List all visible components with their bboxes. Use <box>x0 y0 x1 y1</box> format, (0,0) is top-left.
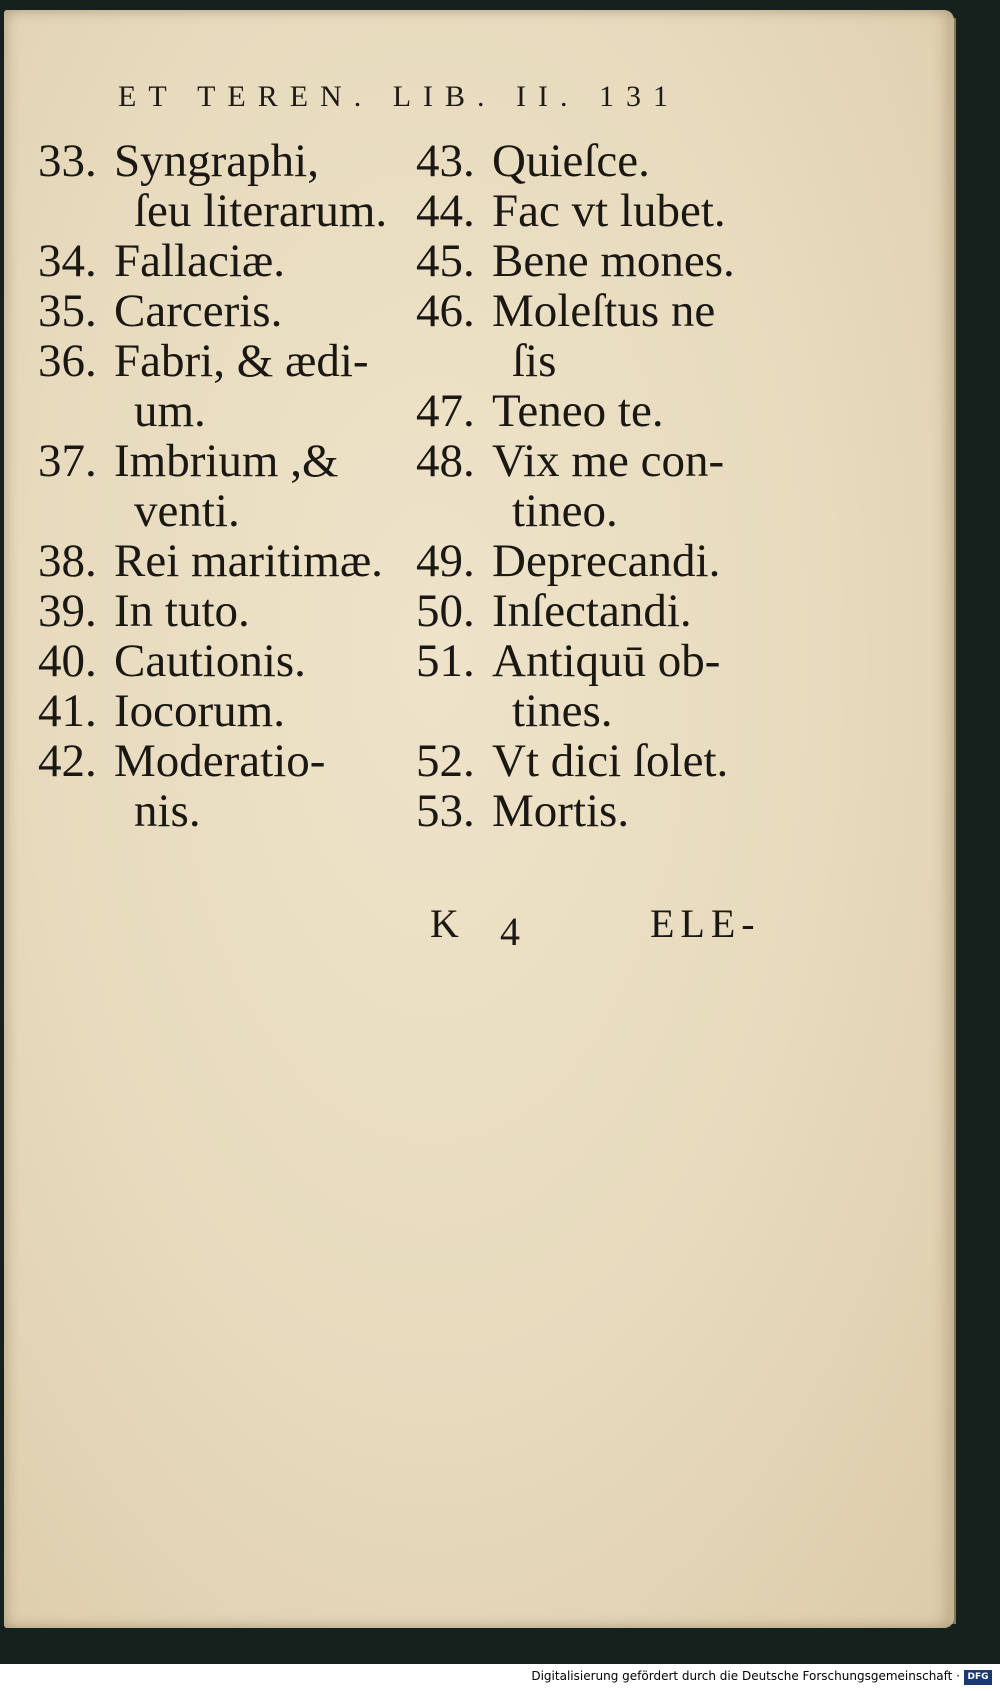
list-item <box>416 236 761 286</box>
page-edge <box>950 18 956 1624</box>
right-column <box>416 136 761 836</box>
entry-text: Antiquū ob- <box>492 635 721 687</box>
entry-number <box>38 386 114 436</box>
entry-number: 52. <box>416 735 475 787</box>
entry-text: ſis <box>512 335 557 387</box>
list-item <box>38 786 398 836</box>
entry-text: Vix me con- <box>492 435 725 487</box>
entry-text: Deprecandi. <box>492 535 721 587</box>
entry-text: Fabri, & ædi- <box>114 335 369 387</box>
list-item <box>38 686 398 736</box>
entry-text: Syngraphi, <box>114 135 319 187</box>
list-item <box>38 736 398 786</box>
list-item <box>38 586 398 636</box>
entry-text: um. <box>134 385 206 437</box>
entry-text: Bene mones. <box>492 235 735 287</box>
entry-number: 33. <box>38 135 97 187</box>
entry-text: nis. <box>134 785 201 837</box>
entry-number: 43. <box>416 135 475 187</box>
entry-number: 53. <box>416 785 475 837</box>
list-item <box>38 136 398 186</box>
list-item <box>416 186 761 236</box>
entry-text: Rei maritimæ. <box>114 535 383 587</box>
entry-number: 49. <box>416 535 475 587</box>
list-item <box>416 786 761 836</box>
entry-text: venti. <box>134 485 240 537</box>
list-item <box>38 536 398 586</box>
list-item <box>416 536 761 586</box>
entry-number <box>416 686 492 736</box>
list-item <box>416 286 761 336</box>
list-item <box>38 436 398 486</box>
list-item <box>38 636 398 686</box>
running-head: ET TEREN. LIB. II. 131 <box>118 80 681 113</box>
entry-number: 36. <box>38 335 97 387</box>
list-item <box>38 286 398 336</box>
entry-text: Teneo te. <box>492 385 664 437</box>
entry-number <box>38 786 114 836</box>
list-item <box>38 186 398 236</box>
entry-number <box>416 486 492 536</box>
entry-text: Imbrium ,& <box>114 435 339 487</box>
entry-text: Cautionis. <box>114 635 306 687</box>
entry-number: 41. <box>38 685 97 737</box>
entry-number <box>416 336 492 386</box>
list-item <box>416 386 761 436</box>
footer-credit: Digitalisierung gefördert durch die Deutsche Forschungsgemeinschaft · <box>531 1669 960 1683</box>
entry-text: Moleſtus ne <box>492 285 716 337</box>
list-item <box>38 336 398 386</box>
footer-bar <box>0 1666 1000 1691</box>
list-item <box>416 486 761 536</box>
dfg-logo: DFG <box>964 1670 992 1685</box>
entry-number: 42. <box>38 735 97 787</box>
entry-number: 47. <box>416 385 475 437</box>
entry-number: 39. <box>38 585 97 637</box>
entry-text: Vt dici ſolet. <box>492 735 729 787</box>
entry-text: Quieſce. <box>492 135 650 187</box>
entry-number <box>38 486 114 536</box>
entry-text: Carceris. <box>114 285 283 337</box>
entry-number: 44. <box>416 185 475 237</box>
entry-number: 37. <box>38 435 97 487</box>
list-item <box>38 486 398 536</box>
entry-text: tines. <box>512 685 613 737</box>
entry-number: 45. <box>416 235 475 287</box>
entry-text: ſeu literarum. <box>134 185 388 237</box>
entry-text: Fac vt lubet. <box>492 185 726 237</box>
entry-number: 40. <box>38 635 97 687</box>
entry-number: 38. <box>38 535 97 587</box>
signature-number: 4 <box>500 909 520 954</box>
entry-text: Fallaciæ. <box>114 235 285 287</box>
list-item <box>416 736 761 786</box>
entry-text: Inſectandi. <box>492 585 692 637</box>
entry-number: 46. <box>416 285 475 337</box>
entry-text: Moderatio- <box>114 735 326 787</box>
list-item <box>38 236 398 286</box>
entry-number: 34. <box>38 235 97 287</box>
list-item <box>416 586 761 636</box>
entry-number: 50. <box>416 585 475 637</box>
entry-number: 51. <box>416 635 475 687</box>
list-item <box>416 336 761 386</box>
entry-text: Mortis. <box>492 785 630 837</box>
entry-number: 35. <box>38 285 97 337</box>
entry-text: tineo. <box>512 485 618 537</box>
entry-number: 48. <box>416 435 475 487</box>
entry-text: Iocorum. <box>114 685 285 737</box>
signature-mark: K <box>430 901 459 946</box>
list-item <box>416 686 761 736</box>
left-column <box>38 136 398 836</box>
catchword: ELE- <box>650 901 761 946</box>
entry-text: In tuto. <box>114 585 250 637</box>
list-item <box>416 436 761 486</box>
list-item <box>416 136 761 186</box>
entry-number <box>38 186 114 236</box>
list-item <box>38 386 398 436</box>
list-item <box>416 636 761 686</box>
